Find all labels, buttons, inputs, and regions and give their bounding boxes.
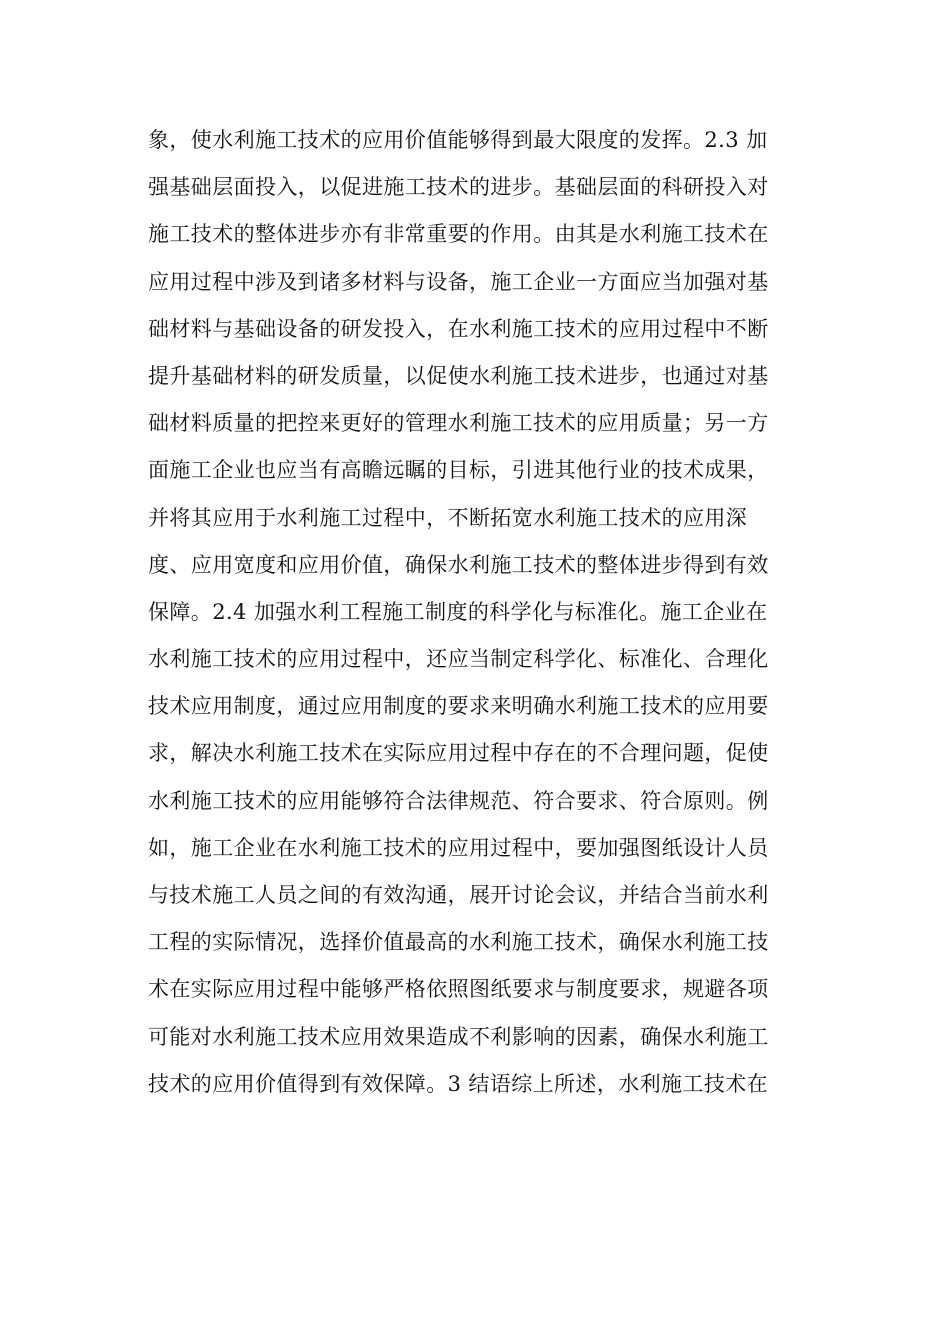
text-line-4: 应用过程中涉及到诸多材料与设备，施工企业一方面应当加强对基	[148, 269, 769, 294]
text-line-18: 工程的实际情况，选择价值最高的水利施工技术，确保水利施工技	[148, 930, 769, 955]
text-line-17: 与技术施工人员之间的有效沟通，展开讨论会议，并结合当前水利	[148, 883, 769, 907]
text-line-2: 强基础层面投入，以促进施工技术的进步。基础层面的科研投入对	[148, 175, 769, 200]
text-line-8: 面施工企业也应当有高瞻远瞩的目标，引进其他行业的技术成果，	[148, 458, 769, 483]
text-line-15: 水利施工技术的应用能够符合法律规范、符合要求、符合原则。例	[148, 788, 769, 813]
text-line-10: 度、应用宽度和应用价值，确保水利施工技术的整体进步得到有效	[148, 552, 769, 577]
text-line-14: 求，解决水利施工技术在实际应用过程中存在的不合理问题，促使	[148, 741, 769, 766]
text-line-12: 水利施工技术的应用过程中，还应当制定科学化、标准化、合理化	[148, 647, 769, 672]
body-paragraph	[148, 117, 808, 1108]
text-line-5: 础材料与基础设备的研发投入，在水利施工技术的应用过程中不断	[148, 316, 769, 341]
text-line-19: 术在实际应用过程中能够严格依照图纸要求与制度要求，规避各项	[148, 977, 769, 1002]
text-line-9: 并将其应用于水利施工过程中，不断拓宽水利施工技术的应用深	[148, 505, 748, 530]
text-line-16: 如，施工企业在水利施工技术的应用过程中，要加强图纸设计人员	[148, 835, 769, 860]
text-line-1: 象，使水利施工技术的应用价值能够得到最大限度的发挥。2.3 加	[148, 128, 768, 152]
text-line-20: 可能对水利施工技术应用效果造成不利影响的因素，确保水利施工	[148, 1024, 769, 1049]
text-line-6: 提升基础材料的研发质量，以促使水利施工技术进步，也通过对基	[148, 363, 769, 388]
text-line-11: 保障。2.4 加强水利工程施工制度的科学化与标准化。施工企业在	[148, 599, 768, 624]
text-line-3: 施工技术的整体进步亦有非常重要的作用。由其是水利施工技术在	[148, 222, 769, 247]
text-line-7: 础材料质量的把控来更好的管理水利施工技术的应用质量；另一方	[148, 411, 769, 436]
text-line-13: 技术应用制度，通过应用制度的要求来明确水利施工技术的应用要	[148, 694, 769, 719]
text-line-21: 技术的应用价值得到有效保障。3 结语综上所述，水利施工技术在	[148, 1071, 769, 1096]
